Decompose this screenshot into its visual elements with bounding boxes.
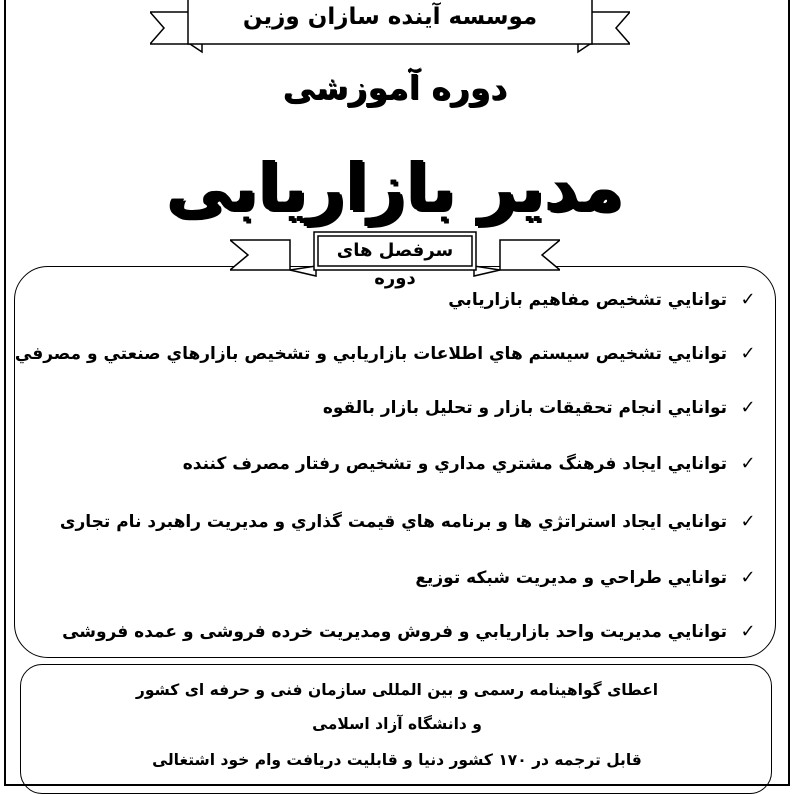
syllabus-item — [35, 393, 759, 423]
syllabus-item-text: توانايي طراحي و مديريت شبكه توزيع — [415, 568, 727, 588]
certificate-box — [20, 664, 772, 794]
syllabus-item — [35, 449, 759, 479]
syllabus-box — [14, 266, 776, 658]
organization-name: موسسه آینده سازان وزین — [242, 4, 538, 30]
syllabus-item-text: توانايي انجام تحقيقات بازار و تحليل بازار بالقوه — [322, 398, 727, 418]
checkmark-icon: ✓ — [740, 567, 756, 588]
checkmark-icon: ✓ — [740, 397, 756, 418]
syllabus-item — [35, 507, 759, 537]
checkmark-icon: ✓ — [740, 289, 756, 310]
organization-banner — [150, 0, 630, 64]
syllabus-item-text: توانايي تشخيص مفاهيم بازاريابي — [448, 290, 727, 310]
syllabus-heading: سرفصل های دوره — [336, 240, 454, 289]
syllabus-item — [35, 617, 759, 647]
syllabus-heading-ribbon — [230, 226, 560, 289]
syllabus-item-text: توانايي ايجاد فرهنگ مشتري مداري و تشخيص رفتار مصرف كننده — [182, 454, 727, 474]
syllabus-item — [35, 563, 759, 593]
course-type: دوره آموزشی — [282, 68, 508, 107]
syllabus-item — [14, 339, 759, 369]
certificate-line: قابل ترجمه در ۱۷۰ کشور دنیا و قابلیت دریافت وام خود اشتغالی — [152, 751, 642, 769]
checkmark-icon: ✓ — [740, 511, 756, 532]
syllabus-item-text: توانايي ايجاد استراتژي ها و برنامه هاي قيمت گذاري و مديريت راهبرد نام تجاری — [59, 512, 727, 532]
certificate-line: و دانشگاه آزاد اسلامی — [312, 715, 482, 733]
checkmark-icon: ✓ — [740, 621, 756, 642]
checkmark-icon: ✓ — [740, 343, 756, 364]
checkmark-icon: ✓ — [740, 453, 756, 474]
course-title: مدیر بازاریابی — [166, 149, 624, 226]
syllabus-item-text: توانايي تشخيص سيستم هاي اطلاعات بازاريابي و تشخيص بازارهاي صنعتي و مصرفي — [14, 344, 727, 364]
certificate-line: اعطای گواهینامه رسمی و بین المللی سازمان فنی و حرفه ای کشور — [135, 681, 659, 699]
syllabus-item-text: توانايي مديريت واحد بازاريابي و فروش ومدیریت خرده فروشی و عمده فروشی — [62, 622, 727, 642]
